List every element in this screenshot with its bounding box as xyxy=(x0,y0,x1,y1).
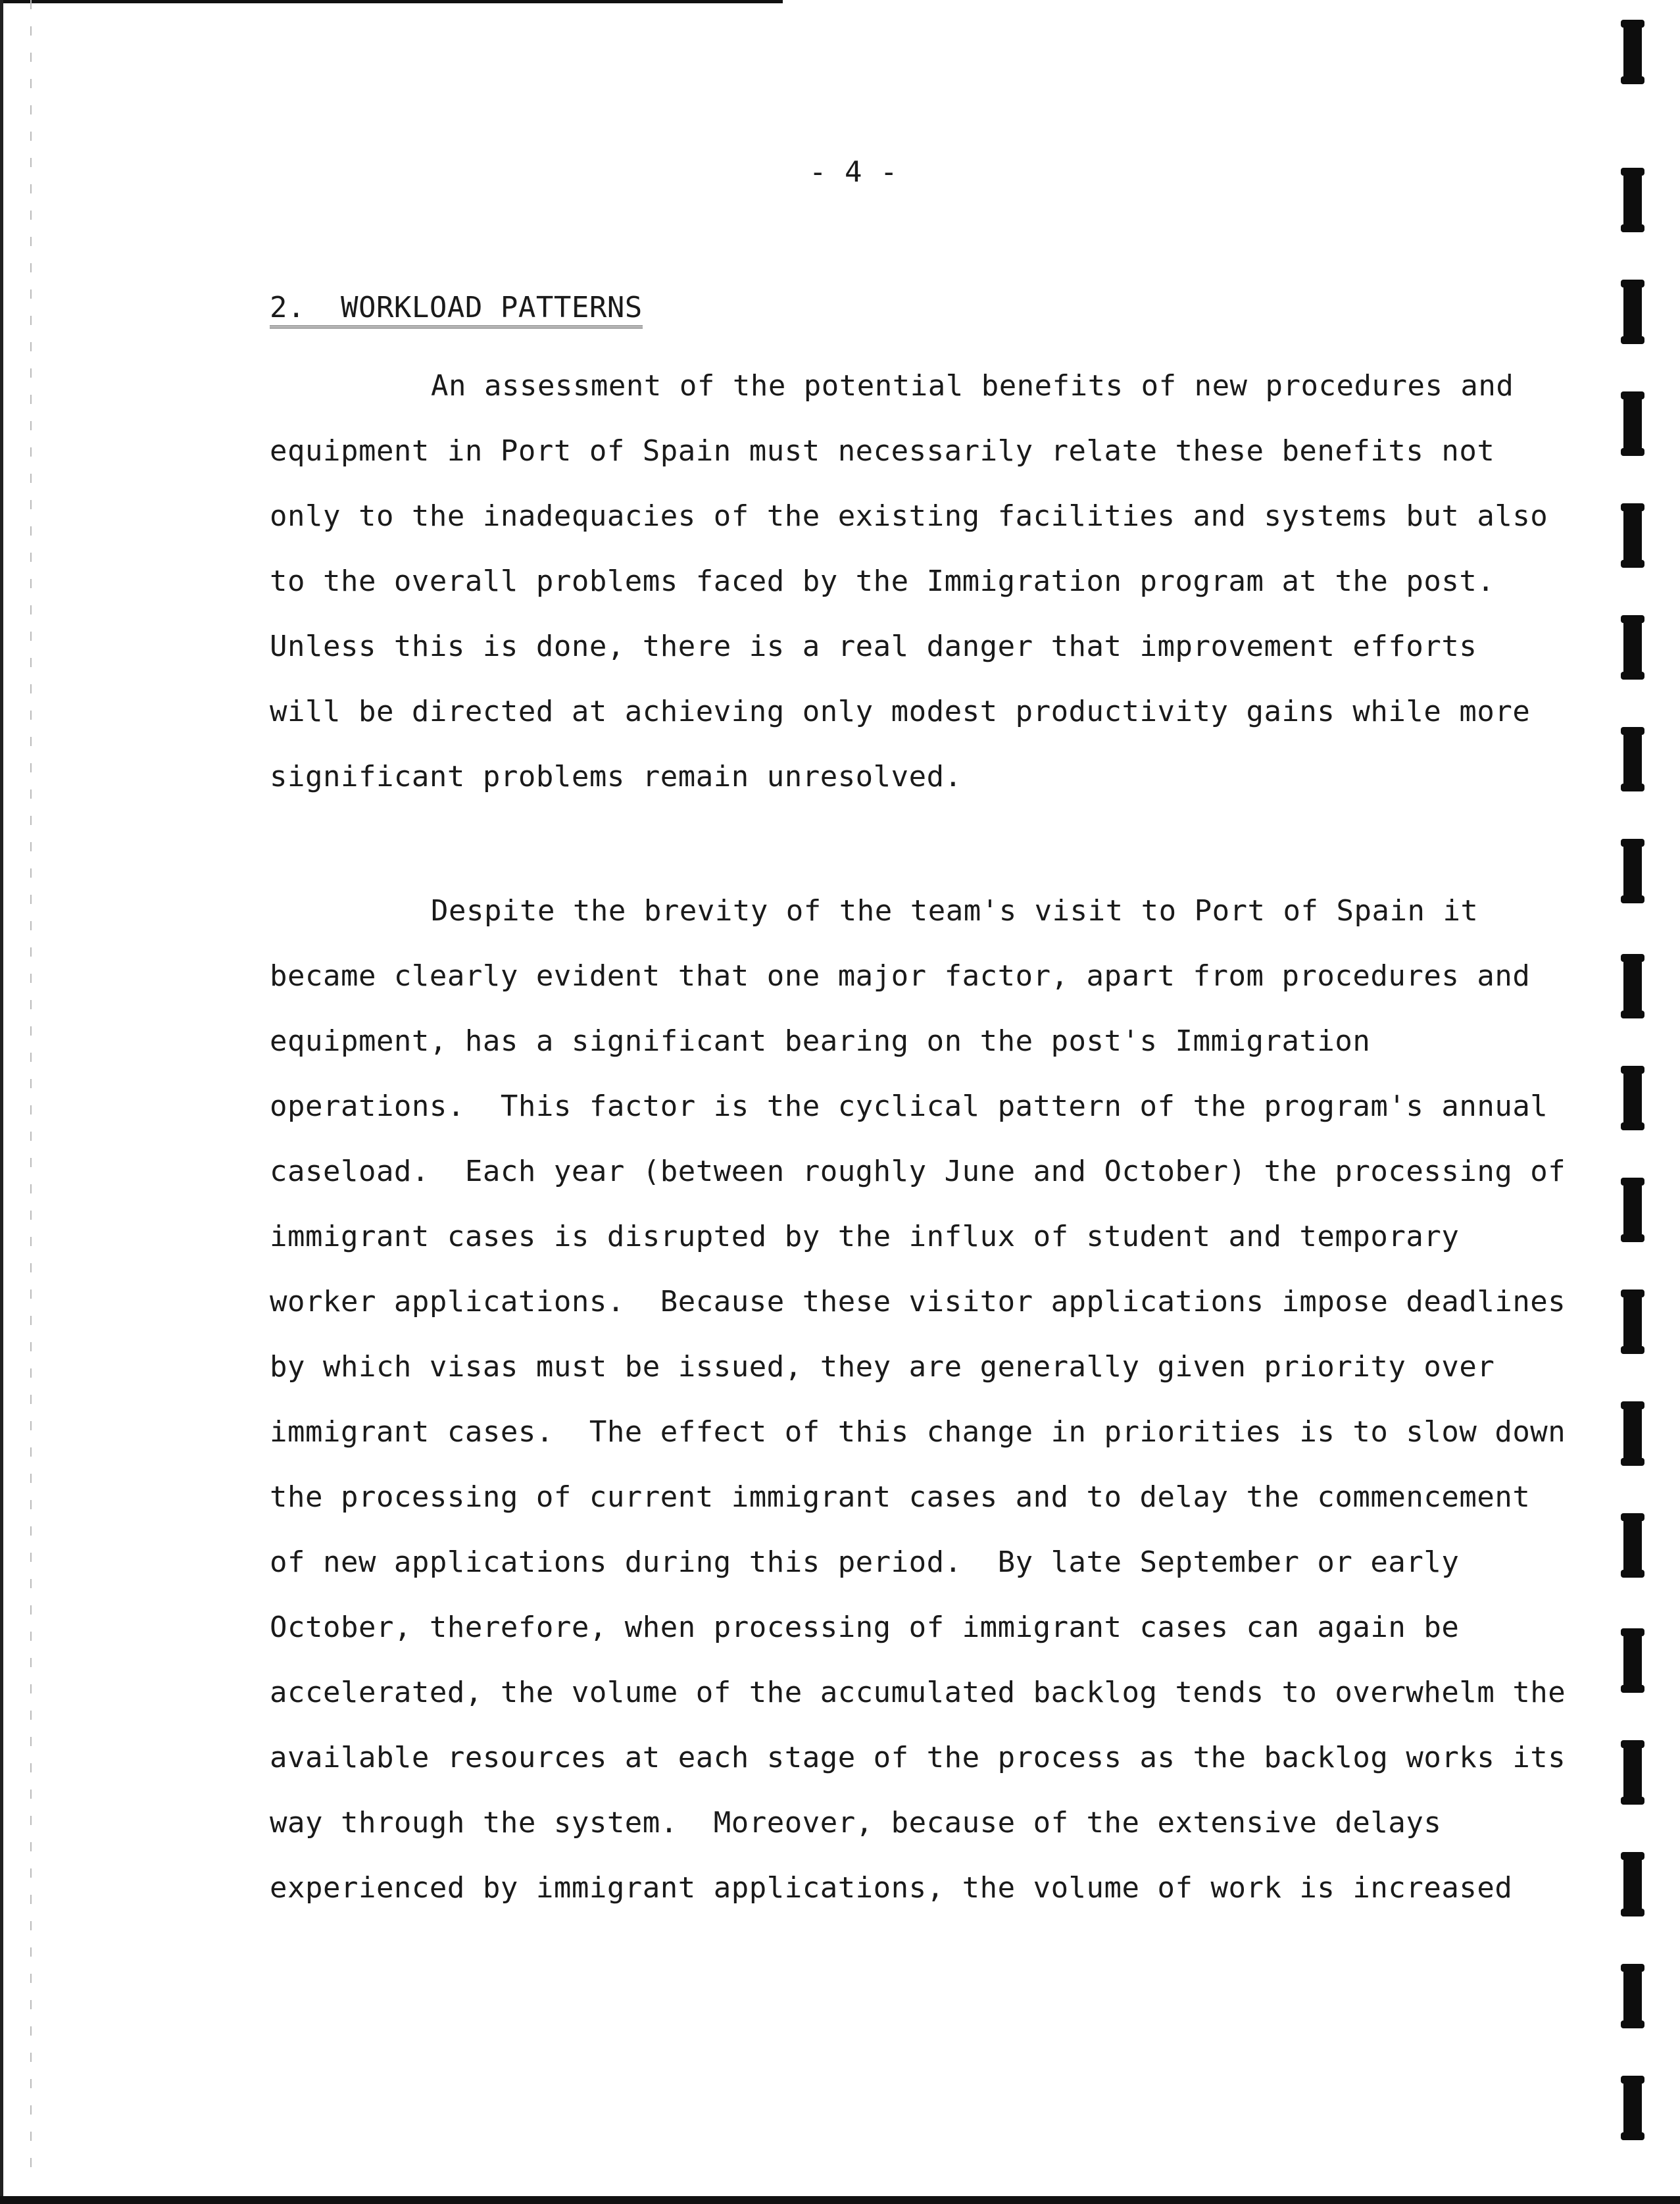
paragraph-line: Despite the brevity of the team's visit to Port of Spain it xyxy=(431,894,1479,928)
binding-mark xyxy=(1623,2076,1642,2140)
binding-mark xyxy=(1623,954,1642,1018)
binding-mark xyxy=(1623,1628,1642,1693)
paragraph-line: only to the inadequacies of the existing facilities and systems but also xyxy=(270,499,1548,533)
binding-mark xyxy=(1623,280,1642,344)
section-heading: 2. WORKLOAD PATTERNS xyxy=(270,291,643,328)
paragraph-line: by which visas must be issued, they are generally given priority over xyxy=(270,1350,1495,1384)
binding-mark xyxy=(1623,1178,1642,1242)
scan-edge-top xyxy=(0,0,783,3)
paragraph-line: operations. This factor is the cyclical pattern of the program's annual xyxy=(270,1089,1548,1123)
paragraph-line: accelerated, the volume of the accumulated backlog tends to overwhelm the xyxy=(270,1676,1566,1709)
binding-mark xyxy=(1623,1964,1642,2028)
paragraph-line: equipment in Port of Spain must necessarily relate these benefits not xyxy=(270,434,1495,468)
paragraph-line: experienced by immigrant applications, the volume of work is increased xyxy=(270,1871,1513,1905)
binding-mark xyxy=(1623,1852,1642,1916)
scan-edge-left xyxy=(0,0,3,2204)
binding-mark xyxy=(1623,727,1642,791)
page-number: - 4 - xyxy=(809,155,898,189)
binding-mark xyxy=(1623,503,1642,568)
paragraph-line: caseload. Each year (between roughly June and October) the processing of xyxy=(270,1155,1566,1188)
binding-mark xyxy=(1623,20,1642,84)
binding-mark xyxy=(1623,1740,1642,1805)
paragraph-line: equipment, has a significant bearing on the post's Immigration xyxy=(270,1024,1371,1058)
paragraph-line: significant problems remain unresolved. xyxy=(270,760,962,793)
paragraph-line: October, therefore, when processing of immigrant cases can again be xyxy=(270,1611,1460,1644)
paragraph-line: will be directed at achieving only modest productivity gains while more xyxy=(270,695,1531,728)
binding-mark xyxy=(1623,1290,1642,1354)
paragraph-line: became clearly evident that one major factor, apart from procedures and xyxy=(270,959,1531,993)
binding-mark xyxy=(1623,1401,1642,1466)
binding-mark xyxy=(1623,168,1642,232)
binding-mark xyxy=(1623,839,1642,903)
binding-mark xyxy=(1623,1513,1642,1578)
paragraph-line: immigrant cases is disrupted by the influx of student and temporary xyxy=(270,1220,1460,1253)
scan-edge-bottom xyxy=(0,2196,1680,2204)
paragraph-line: worker applications. Because these visitor applications impose deadlines xyxy=(270,1285,1566,1318)
paragraph-line: Unless this is done, there is a real danger that improvement efforts xyxy=(270,630,1477,663)
paragraph-line: An assessment of the potential benefits of new procedures and xyxy=(431,369,1514,403)
paragraph-line: immigrant cases. The effect of this change in priorities is to slow down xyxy=(270,1415,1566,1449)
binding-mark xyxy=(1623,391,1642,456)
binding-mark xyxy=(1623,1066,1642,1130)
scan-edge-left-faint xyxy=(30,0,32,2171)
paragraph-1 xyxy=(270,353,1548,809)
binding-mark xyxy=(1623,615,1642,680)
paragraph-line: available resources at each stage of the process as the backlog works its xyxy=(270,1741,1566,1774)
paragraph-2 xyxy=(270,878,1566,1920)
paragraph-line: way through the system. Moreover, because of the extensive delays xyxy=(270,1806,1442,1840)
paragraph-line: of new applications during this period. By late September or early xyxy=(270,1545,1460,1579)
paragraph-line: the processing of current immigrant cases and to delay the commencement xyxy=(270,1480,1531,1514)
paragraph-line: to the overall problems faced by the Immigration program at the post. xyxy=(270,564,1495,598)
